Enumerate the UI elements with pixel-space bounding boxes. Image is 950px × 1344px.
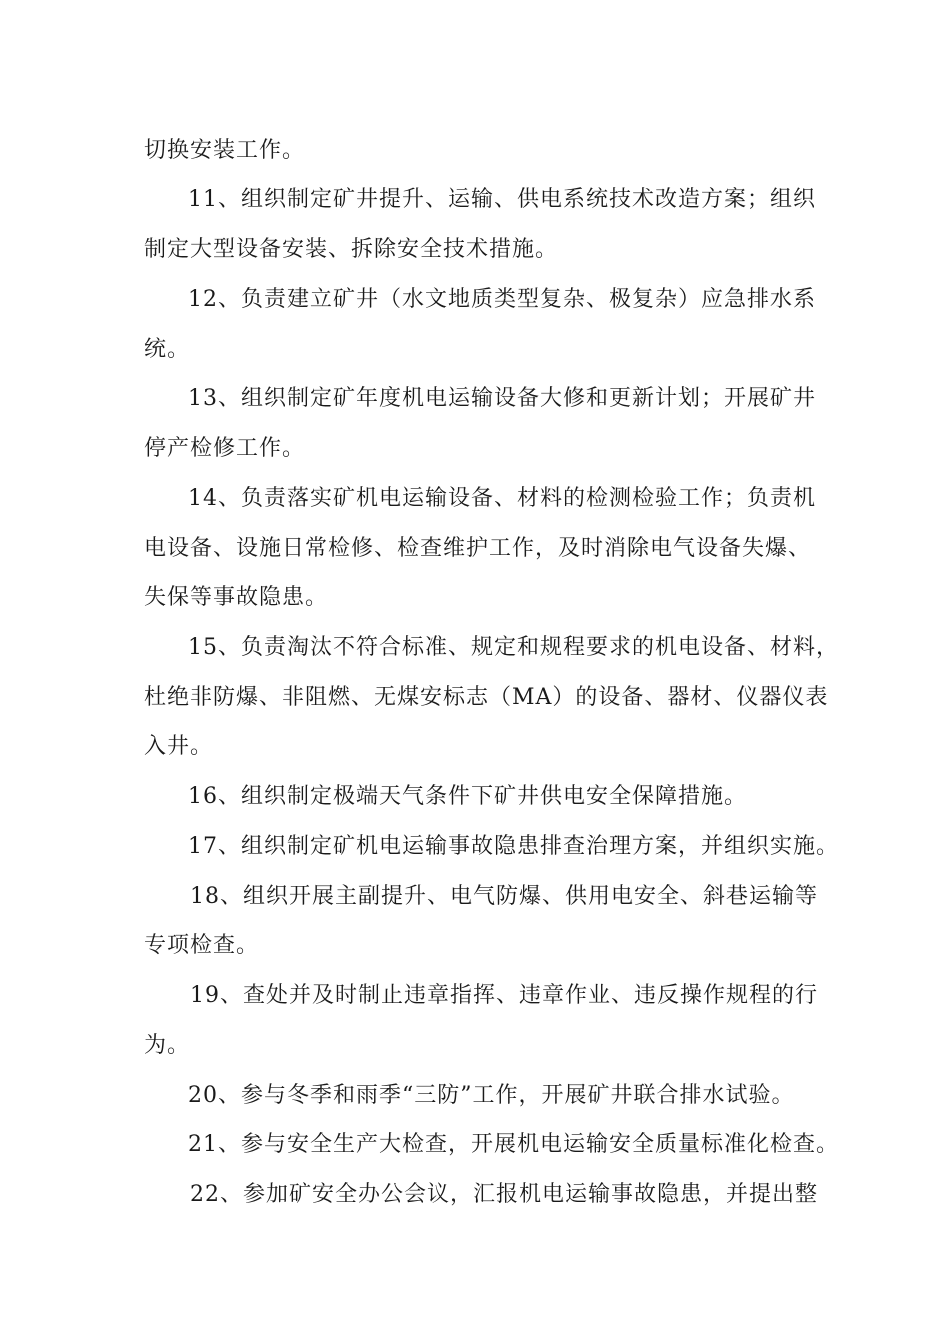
text-line: 入井。 <box>144 734 214 759</box>
text-line: 19、查处并及时制止违章指挥、违章作业、违反操作规程的行 <box>190 983 818 1008</box>
text-line: 失保等事故隐患。 <box>144 585 329 610</box>
text-line: 专项检查。 <box>144 933 260 958</box>
text-line: 电设备、设施日常检修、检查维护工作，及时消除电气设备失爆、 <box>144 536 812 561</box>
text-line: 为。 <box>144 1033 191 1058</box>
text-line: 制定大型设备安装、拆除安全技术措施。 <box>144 237 559 262</box>
text-line: 21、参与安全生产大检查，开展机电运输安全质量标准化检查。 <box>188 1132 839 1157</box>
text-line: 11、组织制定矿井提升、运输、供电系统技术改造方案；组织 <box>188 187 816 212</box>
text-line: 杜绝非防爆、非阻燃、无煤安标志（MA）的设备、器材、仪器仪表 <box>144 685 829 710</box>
text-line: 12、负责建立矿井（水文地质类型复杂、极复杂）应急排水系 <box>188 287 816 312</box>
text-line: 停产检修工作。 <box>144 436 306 461</box>
text-line: 切换安装工作。 <box>144 138 306 163</box>
text-line: 14、负责落实矿机电运输设备、材料的检测检验工作；负责机 <box>188 486 816 511</box>
text-line: 18、组织开展主副提升、电气防爆、供用电安全、斜巷运输等 <box>190 884 818 909</box>
text-line: 13、组织制定矿年度机电运输设备大修和更新计划；开展矿井 <box>188 386 816 411</box>
text-line: 16、组织制定极端天气条件下矿井供电安全保障措施。 <box>188 784 747 809</box>
text-line: 20、参与冬季和雨季“三防”工作，开展矿井联合排水试验。 <box>188 1083 795 1108</box>
text-line: 22、参加矿安全办公会议，汇报机电运输事故隐患，并提出整 <box>190 1182 818 1207</box>
text-line: 17、组织制定矿机电运输事故隐患排查治理方案，并组织实施。 <box>188 834 839 859</box>
text-line: 15、负责淘汰不符合标准、规定和规程要求的机电设备、材料， <box>188 635 839 660</box>
text-line: 统。 <box>144 337 191 362</box>
